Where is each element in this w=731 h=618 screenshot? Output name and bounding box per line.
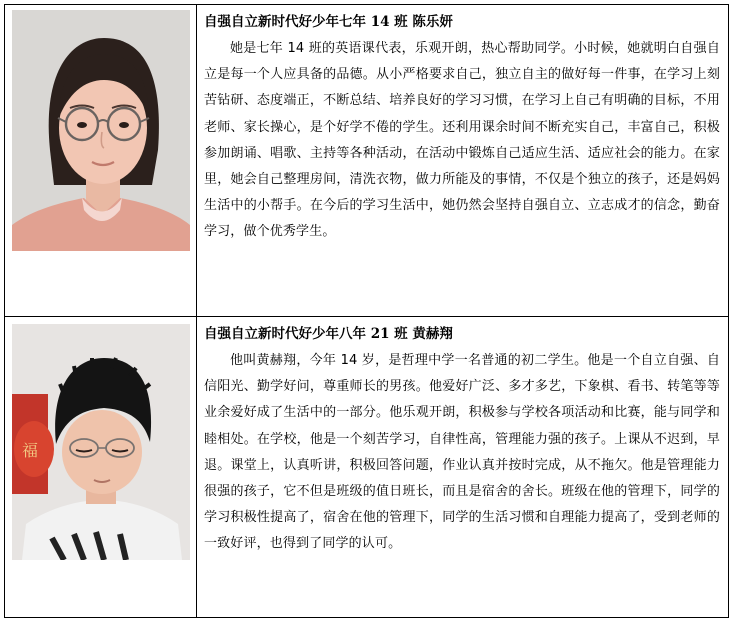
description-cell bbox=[197, 5, 728, 316]
profile-row bbox=[5, 5, 728, 317]
student-photo-boy bbox=[12, 324, 190, 560]
photo-cell bbox=[5, 317, 197, 617]
photo-cell bbox=[5, 5, 197, 316]
student-description: 他叫黄赫翔，今年 14 岁，是哲理中学一名普通的初二学生。他是一个自立自强、自信阳光、勤学好问，尊重师长的男孩。他爱好广泛、多才多艺，下象棋、看书、转笔等等业余爱好成了生活中的一部分。他乐观开朗，积极参与学校各项活动和比赛，能与同学和睦相处。在学校，他是一个刻苦学习，自律性高，管理能力强的孩子。上课从不迟到，早退。课堂上，认真听讲，积极回答问题，作业认真并按时完成，从不拖欠。他是管理能力很强的孩子，它不但是班级的值日班长，而且是宿舍的舍长。班级在他的管理下，同学的学习积极性提高了，宿舍在他的管理下，同学的生活习惯和自理能力提高了，受到老师的一致好评，也得到了同学的认可。 bbox=[204, 353, 720, 552]
student-title: 自强自立新时代好少年七年 14 班 陈乐妍 bbox=[204, 14, 453, 30]
svg-text:福: 福 bbox=[22, 441, 39, 460]
profile-row bbox=[5, 317, 728, 617]
student-description: 她是七年 14 班的英语课代表，乐观开朗，热心帮助同学。小时候，她就明白自强自立是每一个人应具备的品德。从小严格要求自己，独立自主的做好每一件事，在学习上刻苦钻研、态度端正，不断总结、培养良好的学习习惯，在学习上自己有明确的目标，不用老师、家长操心，是个好学不倦的学生。还利用课余时间不断充实自己，丰富自己，积极参加朗诵、唱歌、主持等各种活动，在活动中锻炼自己适应生活、适应社会的能力。在家里，她会自己整理房间，清洗衣物，做力所能及的事情，不仅是个独立的孩子，还是妈妈生活中的小帮手。在今后的学习生活中，她仍然会坚持自强自立、立志成才的信念，勤奋学习，做个优秀学生。 bbox=[204, 41, 720, 240]
student-title: 自强自立新时代好少年八年 21 班 黄赫翔 bbox=[204, 326, 453, 342]
profile-table bbox=[4, 4, 729, 618]
description-cell bbox=[197, 317, 728, 617]
student-photo-girl bbox=[12, 10, 190, 251]
